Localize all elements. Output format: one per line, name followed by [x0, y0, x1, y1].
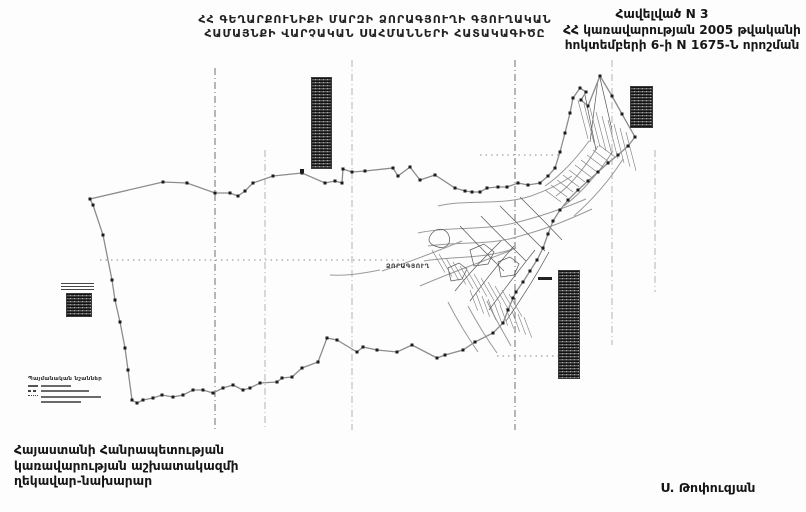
legend-item-label-bar	[41, 385, 71, 387]
signature-line2: կառավարության աշխատակազմի	[14, 458, 239, 473]
legend-item-label-bar	[41, 390, 89, 392]
legend-item	[28, 390, 124, 392]
map-legend	[28, 376, 124, 403]
appendix-decision-line: հոկտեմբերի 6-ի N 1675-Ն որոշման	[564, 38, 800, 52]
village-name-label: ՁՈՐԱԳՅՈՒՂ	[386, 263, 430, 270]
map-title-line1: ՀՀ ԳԵՂԱՐՔՈՒՆԻՔԻ ՄԱՐԶԻ ՁՈՐԱԳՅՈՒՂԻ ԳՅՈՒՂԱԿԱՆ	[198, 13, 552, 26]
note-block-west-table	[67, 294, 91, 316]
coordinate-table-block-northeast	[631, 87, 652, 127]
note-block-west-caption	[61, 283, 94, 292]
appendix-number: Հավելված N 3	[615, 7, 709, 21]
legend-item	[41, 401, 124, 403]
scan-artifact-dot	[300, 169, 304, 173]
appendix-gov-line: ՀՀ կառավարության 2005 թվականի	[563, 22, 801, 37]
appendix-reference	[560, 7, 804, 54]
legend-item-label-bar	[41, 396, 101, 398]
legend-item-label-bar	[41, 401, 81, 403]
signer-name: Ս. Թոփուզյան	[660, 480, 756, 495]
map-title-line2: ՀԱՄԱՅՆՔԻ ՎԱՐՉԱԿԱՆ ՍԱՀՄԱՆՆԵՐԻ ՀԱՏԱԿԱԳԻԾԸ	[204, 26, 546, 40]
legend-boundary-symbol	[28, 385, 38, 387]
legend-title: Պայմանական նշաններ	[28, 376, 103, 382]
coordinate-table-block-east	[559, 271, 579, 378]
signature-line1: Հայաստանի Հանրապետության	[14, 443, 225, 457]
map-title	[168, 13, 582, 40]
signature-block	[14, 443, 238, 490]
legend-dashed-line-symbol	[28, 390, 38, 392]
coordinate-table-block-north	[312, 78, 331, 168]
legend-item	[28, 395, 124, 398]
legend-dotted-line-symbol	[28, 395, 38, 398]
legend-item	[28, 385, 124, 387]
signature-line3: ղեկավար-նախարար	[14, 474, 153, 488]
